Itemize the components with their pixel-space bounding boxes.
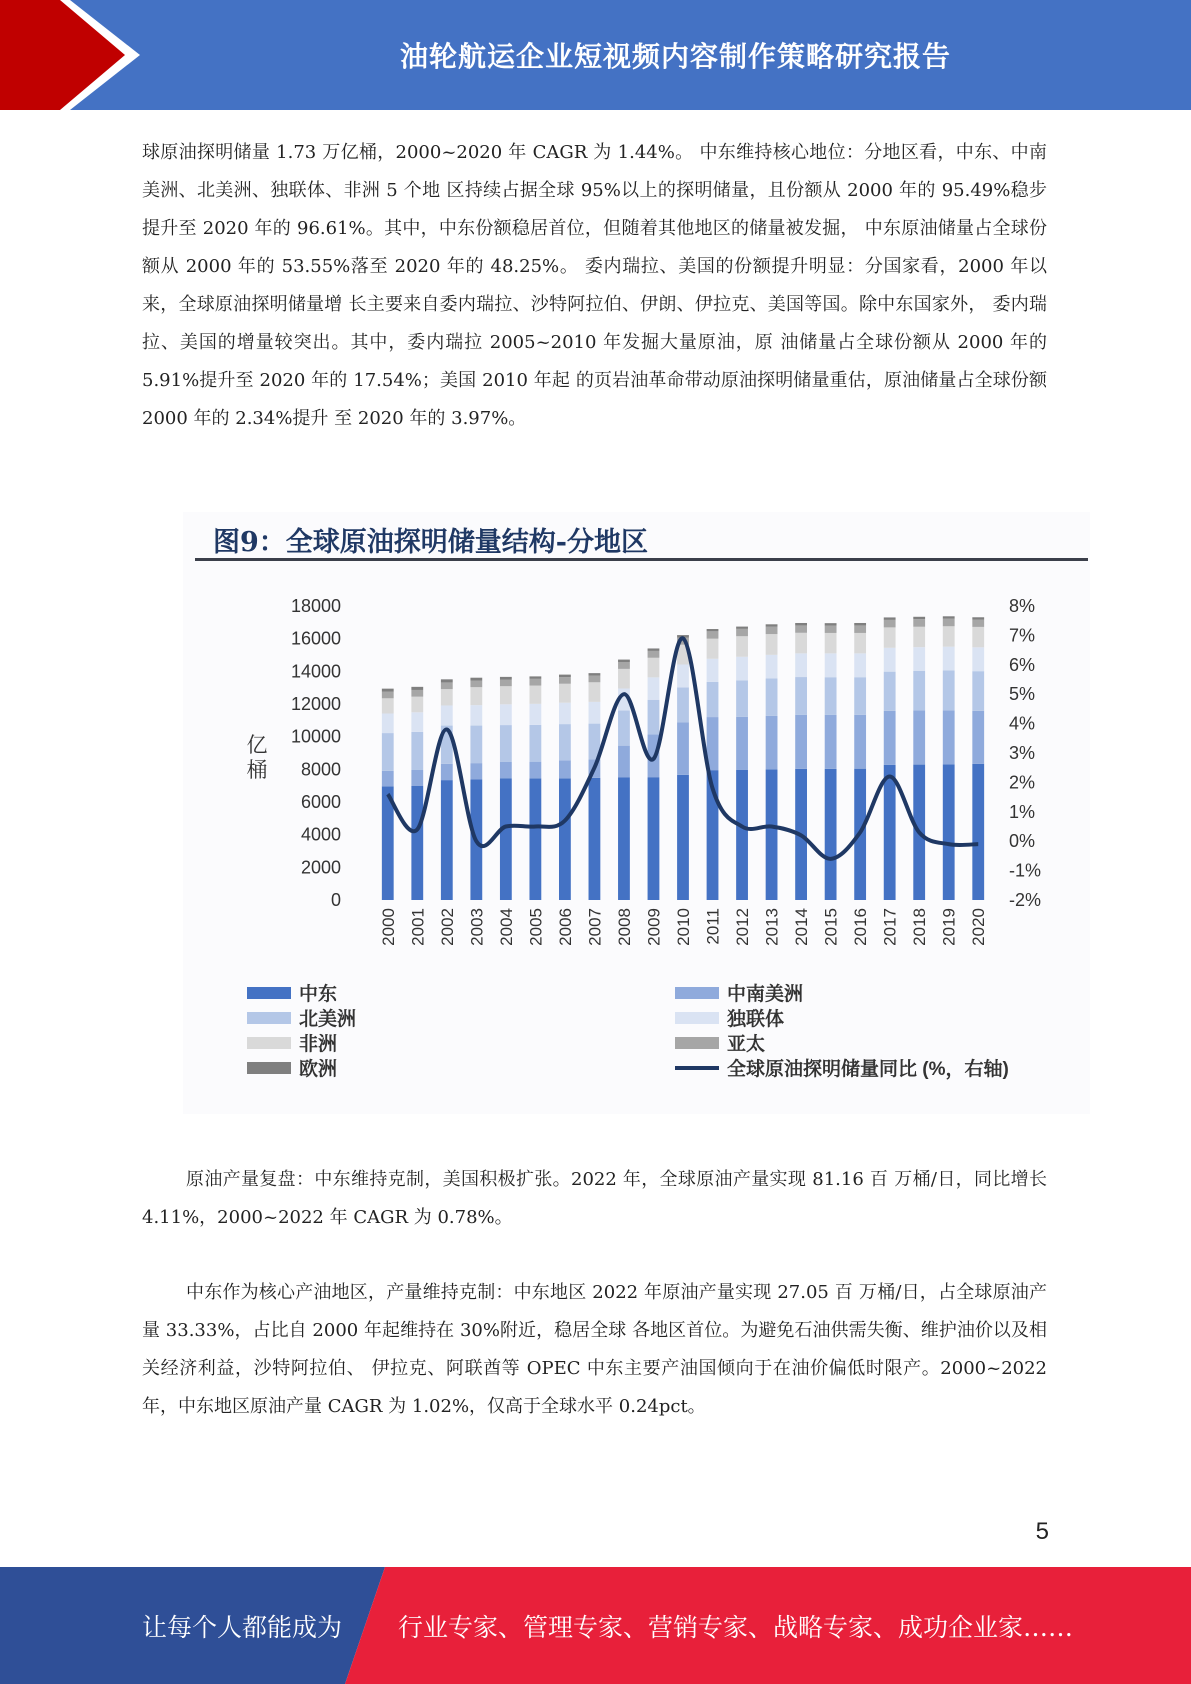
bar-segment: [884, 620, 896, 628]
bar-segment: [559, 684, 571, 703]
bar-segment: [825, 623, 837, 625]
x-tick-label: 2013: [762, 908, 782, 946]
bar-segment: [411, 687, 423, 690]
header-band: [0, 0, 1191, 110]
bar-segment: [913, 647, 925, 671]
bar-segment: [559, 677, 571, 684]
bar-segment: [441, 764, 453, 780]
bar-segment: [884, 765, 896, 900]
bar-segment: [884, 648, 896, 672]
bar-segment: [470, 687, 482, 705]
bar-segment: [648, 700, 660, 735]
bar-segment: [854, 633, 866, 653]
bar-segment: [470, 726, 482, 764]
y-tick-label: 6000: [300, 792, 341, 812]
bar-segment: [972, 764, 984, 900]
bar-segment: [589, 673, 601, 675]
y-axis-label-char: 桶: [246, 759, 268, 782]
bar-segment: [382, 771, 394, 787]
x-tick-label: 2007: [585, 908, 605, 946]
x-tick-label: 2006: [555, 908, 575, 946]
bar-segment: [382, 698, 394, 713]
bar-segment: [648, 777, 660, 900]
x-tick-label: 2000: [378, 908, 398, 946]
bar-segment: [677, 775, 689, 900]
x-tick-label: 2012: [733, 908, 753, 946]
bar-segment: [825, 633, 837, 653]
bar-segment: [382, 692, 394, 699]
y2-tick-label: -1%: [1009, 860, 1042, 881]
legend-label: 独联体: [727, 1009, 785, 1030]
legend-label: 亚太: [727, 1034, 766, 1055]
bar-segment: [382, 713, 394, 733]
bar-segment: [618, 746, 630, 778]
report-title: 油轮航运企业短视频内容制作策略研究报告: [399, 40, 951, 73]
bar-segment: [559, 675, 571, 677]
bar-segment: [913, 627, 925, 647]
figure-9: [183, 512, 1090, 1114]
x-tick-label: 2014: [792, 908, 812, 946]
y2-tick-label: 5%: [1009, 684, 1036, 705]
y-tick-label: 12000: [290, 694, 341, 714]
x-tick-label: 2020: [969, 908, 989, 946]
x-tick-label: 2004: [496, 908, 516, 946]
bar-segment: [766, 634, 778, 655]
legend-label: 非洲: [299, 1034, 338, 1055]
y-tick-label: 8000: [300, 759, 341, 780]
page-number: 5: [1035, 1518, 1049, 1545]
bar-segment: [943, 626, 955, 646]
bar-segment: [529, 725, 541, 762]
legend-label: 全球原油探明储量同比 (%，右轴): [727, 1059, 1009, 1080]
bar-segment: [795, 677, 807, 715]
legend-swatch: [247, 1062, 291, 1074]
bar-segment: [677, 687, 689, 722]
bar-segment: [707, 682, 719, 717]
bar-segment: [854, 653, 866, 677]
bar-segment: [529, 704, 541, 725]
bar-segment: [795, 715, 807, 769]
bar-segment: [529, 676, 541, 678]
bar-segment: [411, 697, 423, 713]
bar-segment: [559, 724, 571, 760]
bar-segment: [943, 710, 955, 764]
bar-segment: [618, 669, 630, 689]
y-tick-label: 0: [330, 890, 341, 910]
bar-segment: [736, 770, 748, 900]
bar-segment: [648, 648, 660, 650]
bar-segment: [884, 672, 896, 711]
legend-swatch: [675, 1012, 719, 1024]
bar-segment: [411, 732, 423, 770]
bar-segment: [589, 702, 601, 724]
bar-segment: [559, 760, 571, 778]
bar-segment: [618, 660, 630, 662]
bar-segment: [736, 636, 748, 657]
x-tick-label: 2017: [880, 908, 900, 946]
y-tick-label: 2000: [300, 857, 341, 878]
y2-tick-label: 3%: [1009, 743, 1036, 763]
legend-swatch: [247, 1012, 291, 1024]
y-tick-label: 10000: [290, 726, 341, 747]
bar-segment: [411, 690, 423, 697]
footer-slogan-left: 让每个人都能成为: [142, 1612, 343, 1642]
x-tick-label: 2009: [644, 908, 664, 946]
bar-segment: [382, 733, 394, 771]
header-arrow-icon: [0, 0, 170, 110]
y-tick-label: 14000: [290, 661, 341, 682]
bar-segment: [795, 625, 807, 632]
bar-segment: [441, 780, 453, 900]
bar-segment: [854, 623, 866, 625]
bar-segment: [913, 619, 925, 627]
bar-segment: [795, 633, 807, 654]
y2-tick-label: -2%: [1009, 890, 1042, 910]
bar-segment: [707, 629, 719, 631]
figure-title: 图9：全球原油探明储量结构-分地区: [213, 527, 648, 558]
x-tick-label: 2015: [821, 908, 841, 946]
bar-segment: [618, 778, 630, 901]
bar-segment: [589, 676, 601, 683]
x-tick-label: 2005: [526, 908, 546, 946]
y2-tick-label: 0%: [1009, 831, 1036, 852]
bar-segment: [766, 627, 778, 634]
bar-segment: [618, 711, 630, 746]
bar-segment: [589, 778, 601, 900]
y-tick-label: 16000: [290, 628, 341, 649]
bar-segment: [470, 678, 482, 681]
bar-segment: [943, 764, 955, 900]
legend-label: 欧洲: [299, 1059, 338, 1080]
x-tick-label: 2011: [703, 908, 723, 945]
bar-segment: [441, 689, 453, 705]
bar-segment: [529, 762, 541, 779]
bar-segment: [529, 778, 541, 900]
bar-segment: [736, 629, 748, 636]
bar-segment: [972, 627, 984, 647]
bar-segment: [825, 715, 837, 769]
legend-swatch: [247, 1037, 291, 1049]
bar-segment: [470, 705, 482, 725]
reserves-chart: [183, 512, 1090, 1114]
bar-segment: [411, 712, 423, 732]
y2-tick-label: 8%: [1009, 596, 1036, 616]
legend-swatch: [247, 987, 291, 999]
bar-segment: [500, 725, 512, 762]
bar-segment: [707, 659, 719, 682]
bar-segment: [529, 679, 541, 686]
legend-label: 中东: [299, 984, 338, 1005]
bar-segment: [618, 662, 630, 669]
bar-segment: [559, 778, 571, 900]
bar-segment: [766, 655, 778, 679]
bar-segment: [766, 716, 778, 769]
bar-segment: [736, 717, 748, 770]
footer-slogan-right: 行业专家、管理专家、营销专家、战略专家、成功企业家……: [398, 1612, 1074, 1642]
bar-segment: [736, 657, 748, 681]
bar-segment: [795, 653, 807, 677]
bar-segment: [411, 786, 423, 900]
x-tick-label: 2018: [910, 908, 930, 946]
legend-swatch: [675, 1037, 719, 1049]
bar-segment: [500, 704, 512, 725]
x-tick-label: 2016: [851, 908, 871, 946]
bar-segment: [648, 677, 660, 699]
bar-segment: [972, 671, 984, 711]
bar-segment: [736, 680, 748, 716]
bar-segment: [825, 769, 837, 900]
bar-segment: [972, 620, 984, 627]
bar-segment: [913, 671, 925, 711]
bar-segment: [825, 626, 837, 633]
legend-label: 北美洲: [299, 1009, 357, 1030]
bar-segment: [943, 619, 955, 627]
bar-segment: [470, 763, 482, 779]
bar-segment: [884, 627, 896, 647]
bar-segment: [913, 617, 925, 619]
bar-segment: [972, 711, 984, 764]
bar-segment: [884, 617, 896, 619]
bar-segment: [529, 686, 541, 704]
bar-segment: [766, 769, 778, 900]
bar-segment: [913, 711, 925, 765]
bar-segment: [382, 689, 394, 692]
bar-segment: [677, 664, 689, 687]
bar-segment: [648, 651, 660, 658]
bar-segment: [441, 705, 453, 725]
bar-segment: [500, 677, 512, 680]
bar-segment: [854, 715, 866, 769]
legend-swatch: [675, 987, 719, 999]
bar-segment: [766, 624, 778, 626]
y2-tick-label: 7%: [1009, 625, 1036, 646]
bar-segment: [707, 639, 719, 659]
bar-segment: [648, 658, 660, 678]
y-axis-label-char: 亿: [246, 734, 268, 757]
x-tick-label: 2010: [674, 908, 693, 946]
bar-segment: [854, 677, 866, 715]
bar-segment: [766, 679, 778, 716]
legend-label: 中南美洲: [727, 984, 804, 1005]
bar-segment: [825, 677, 837, 715]
bar-segment: [589, 682, 601, 702]
x-tick-label: 2008: [614, 908, 634, 946]
body-paragraph-1: 球原油探明储量 1.73 万亿桶，2000~2020 年 CAGR 为 1.44%。 中东维持核心地位：分地区看，中东、中南美洲、北美洲、独联体、非洲 5 个地 区持续占据全球 95%以上的探明储量，且份额从 2000 年的 95.49%稳步提升至 2020 年的 96.61%。其中，中东份额稳居首位，但随着其他地区的储量被发掘， 中东原油储量占全球份额从 2000 年的 53.55%落至 2020 年的 48.25%。 委内瑞拉、美国的份额提升明显：分国家看，2000 年以来，全球原油探明储量增 长主要来自委内瑞拉、沙特阿拉伯、伊朗、伊拉克、美国等国。除中东国家外， 委内瑞拉、美国的增量较突出。其中，委内瑞拉 2005~2010 年发掘大量原油，原 油储量占全球份额从 2000 年的 5.91%提升至 2020 年的 17.54%；美国 2010 年起 的页岩油革命带动原油探明储量重估，原油储量占全球份额 2000 年的 2.34%提升 至 2020 年的 3.97%。: [142, 142, 1047, 429]
bar-segment: [736, 627, 748, 629]
bar-segment: [677, 722, 689, 774]
y2-tick-label: 4%: [1009, 713, 1036, 734]
x-tick-label: 2001: [408, 908, 428, 946]
y2-tick-label: 6%: [1009, 654, 1036, 675]
bar-segment: [500, 686, 512, 704]
bar-segment: [943, 616, 955, 618]
bar-segment: [854, 625, 866, 633]
bar-segment: [500, 778, 512, 900]
y-tick-label: 4000: [300, 824, 341, 845]
bar-segment: [559, 703, 571, 724]
bar-segment: [884, 711, 896, 765]
bar-segment: [825, 653, 837, 677]
y2-tick-label: 2%: [1009, 772, 1036, 793]
x-tick-label: 2002: [437, 908, 457, 946]
bar-segment: [500, 762, 512, 778]
bar-segment: [972, 647, 984, 671]
y-tick-label: 18000: [290, 596, 341, 616]
y2-tick-label: 1%: [1009, 801, 1036, 822]
bar-segment: [943, 647, 955, 671]
x-tick-label: 2003: [467, 908, 487, 946]
bar-segment: [795, 623, 807, 625]
bar-segment: [441, 679, 453, 682]
body-paragraph-3: 中东作为核心产油地区，产量维持克制：中东地区 2022 年原油产量实现 27.05 百 万桶/日，占全球原油产量 33.33%，占比自 2000 年起维持在 30%附近，稳居全球 各地区首位。为避免石油供需失衡、维护油价以及相关经济利益，沙特阿拉伯、 伊拉克、阿联酋等 OPEC 中东主要产油国倾向于在油价偏低时限产。2000~2022 年，中东地区原油产量 CAGR 为 1.02%，仅高于全球水平 0.24pct。: [142, 1282, 1047, 1417]
x-tick-label: 2019: [939, 908, 959, 946]
footer-band: [0, 1567, 1191, 1684]
bar-segment: [707, 631, 719, 638]
bar-segment: [411, 770, 423, 786]
bar-segment: [441, 682, 453, 689]
bar-segment: [470, 680, 482, 687]
body-paragraph-2: 原油产量复盘：中东维持克制，美国积极扩张。2022 年，全球原油产量实现 81.16 百 万桶/日，同比增长 4.11%，2000~2022 年 CAGR 为 0.78%。: [142, 1169, 1047, 1228]
bar-segment: [972, 617, 984, 619]
bar-segment: [943, 671, 955, 711]
bar-segment: [500, 680, 512, 687]
